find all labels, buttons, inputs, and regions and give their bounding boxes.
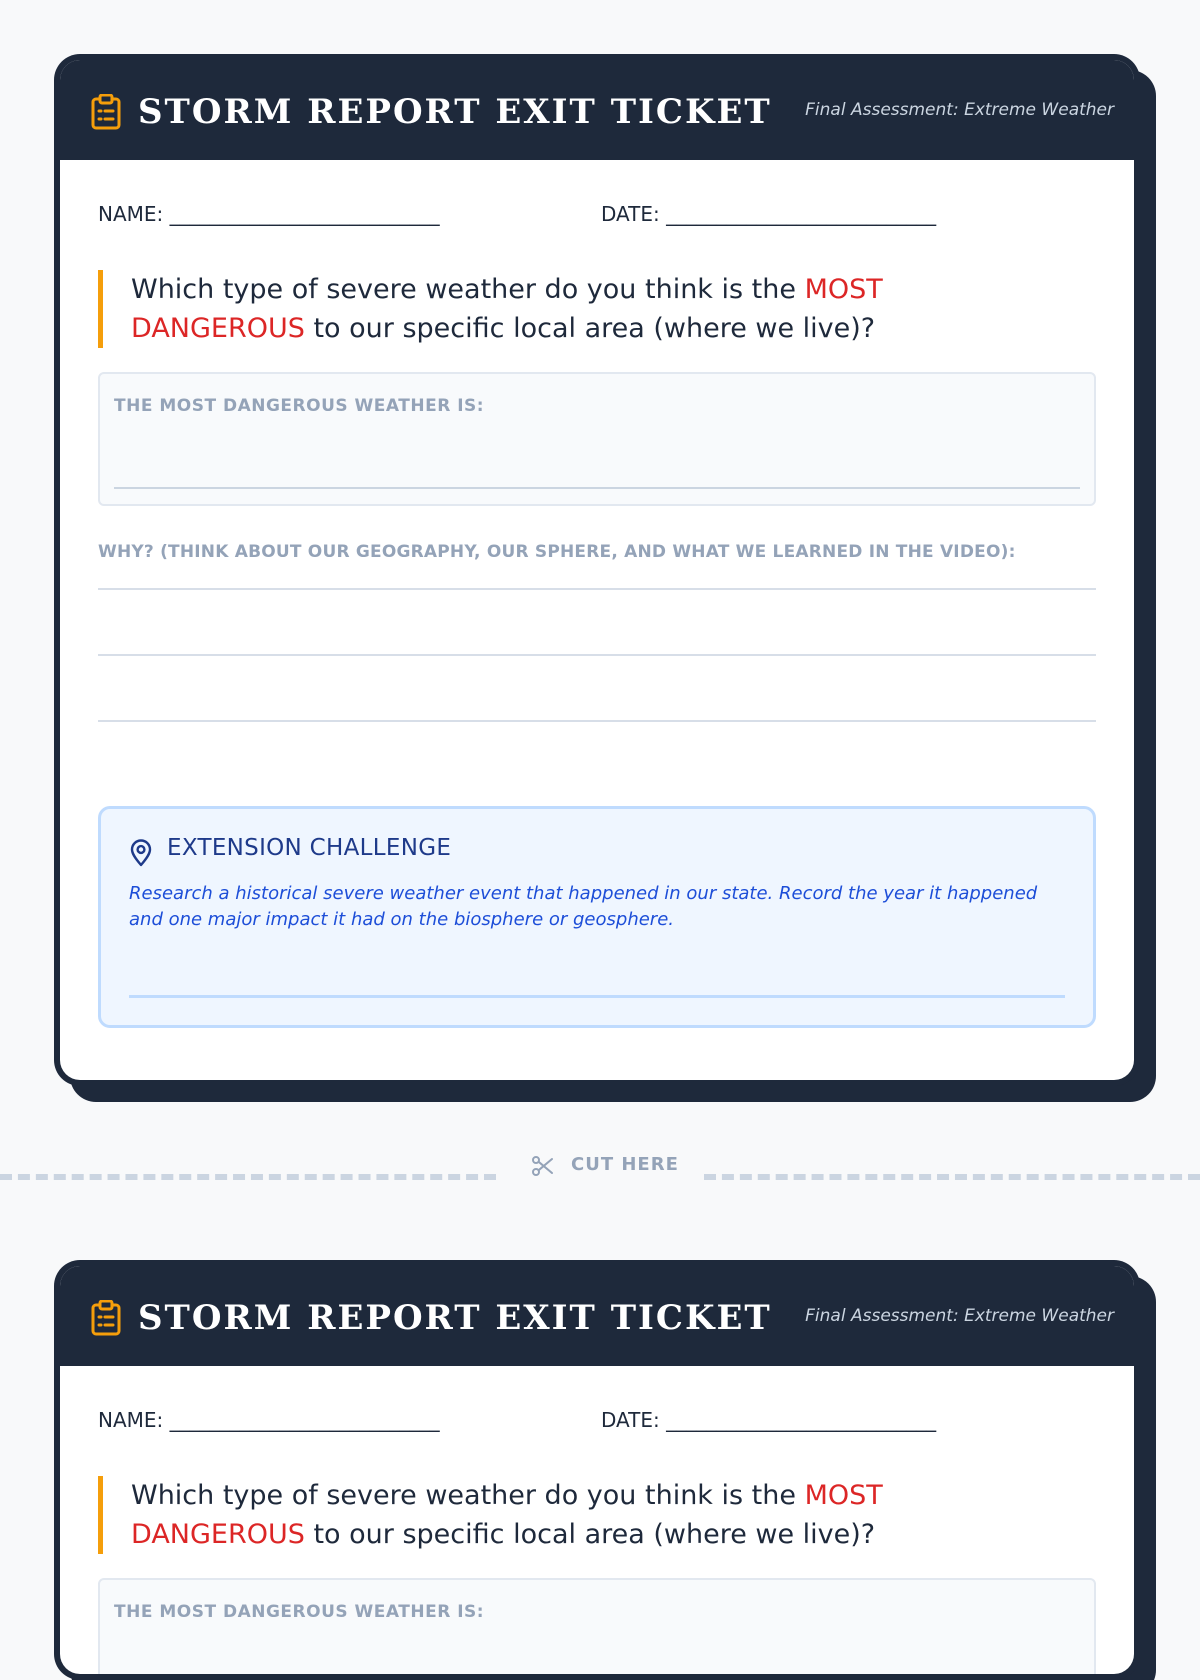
answer-label: THE MOST DANGEROUS WEATHER IS: [114, 396, 485, 416]
name-date-row [98, 202, 1096, 232]
answer-line[interactable] [114, 487, 1080, 489]
question-text-end: to our specific local area (where we live)? [304, 313, 876, 344]
question-emphasis: MOST DANGEROUS [131, 274, 883, 344]
question-text: Which type of severe weather do you think is the [131, 274, 805, 305]
ticket-title: STORM REPORT EXIT TICKET [138, 1298, 772, 1338]
name-date-row [98, 1408, 1096, 1438]
cut-dash-left [0, 1174, 496, 1180]
question-text: Which type of severe weather do you think is the [131, 1480, 805, 1511]
date-field[interactable]: DATE: ___________________________ [601, 1408, 937, 1432]
ticket-card [60, 1266, 1134, 1674]
scissors-icon [531, 1154, 555, 1178]
writing-line[interactable] [98, 720, 1096, 722]
writing-line[interactable] [98, 654, 1096, 656]
extension-answer-line[interactable] [129, 995, 1065, 998]
question-emphasis: MOST DANGEROUS [131, 1480, 883, 1550]
extension-title: EXTENSION CHALLENGE [167, 835, 452, 861]
name-field[interactable]: NAME: ___________________________ [98, 202, 440, 226]
cut-line [0, 1146, 1200, 1186]
cut-here-label: CUT HERE [571, 1154, 679, 1175]
question-text-end: to our specific local area (where we live)? [304, 1519, 876, 1550]
name-field[interactable]: NAME: ___________________________ [98, 1408, 440, 1432]
answer-box[interactable] [98, 372, 1096, 506]
clipboard-icon [90, 1300, 122, 1336]
why-label: WHY? (THINK ABOUT OUR GEOGRAPHY, OUR SPHERE, AND WHAT WE LEARNED IN THE VIDEO): [98, 542, 1016, 562]
exit-ticket [54, 54, 1140, 1086]
cut-dash-right [704, 1174, 1200, 1180]
ticket-card [60, 60, 1134, 1080]
ticket-subtitle: Final Assessment: Extreme Weather [805, 100, 1114, 120]
ticket-subtitle: Final Assessment: Extreme Weather [805, 1306, 1114, 1326]
answer-label: THE MOST DANGEROUS WEATHER IS: [114, 1602, 485, 1622]
clipboard-icon [90, 94, 122, 130]
ticket-header [60, 1266, 1134, 1366]
exit-ticket [54, 1260, 1140, 1680]
question-prompt [98, 270, 951, 348]
question-prompt [98, 1476, 951, 1554]
cut-label [528, 1146, 678, 1186]
map-pin-icon [129, 839, 153, 867]
writing-line[interactable] [98, 588, 1096, 590]
extension-challenge [98, 806, 1096, 1028]
answer-box[interactable] [98, 1578, 1096, 1674]
ticket-title: STORM REPORT EXIT TICKET [138, 92, 772, 132]
date-field[interactable]: DATE: ___________________________ [601, 202, 937, 226]
extension-text: Research a historical severe weather event that happened in our state. Record the year it happened and one major impact it had on the biosphere or geosphere. [129, 883, 1038, 930]
ticket-header [60, 60, 1134, 160]
